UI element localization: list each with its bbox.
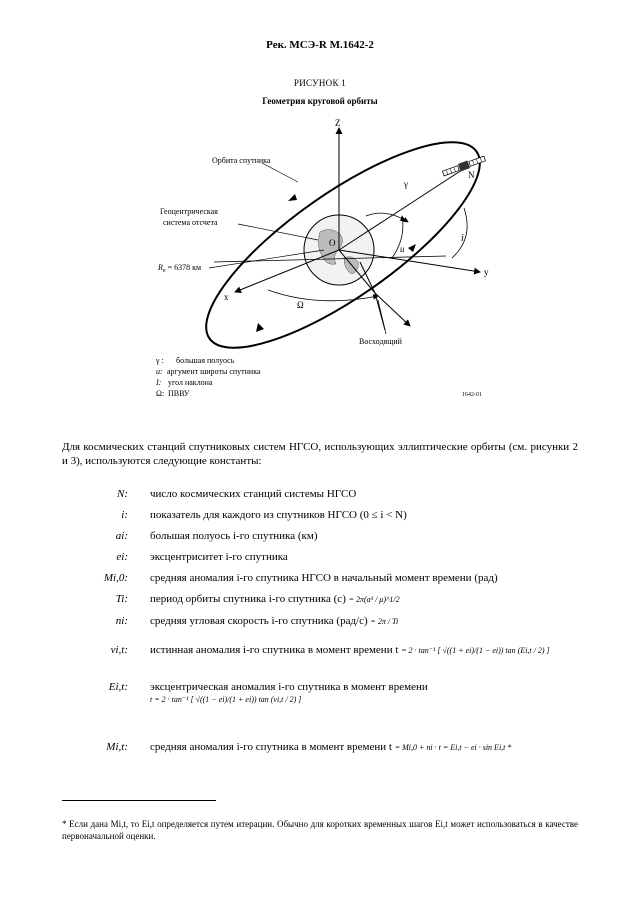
label-ascending: Восходящий bbox=[359, 337, 402, 346]
label-re bbox=[157, 263, 201, 274]
legend-sym: u: bbox=[156, 367, 163, 376]
label-orbit: Орбита спутника bbox=[212, 156, 271, 165]
footnote: * Если дана Mi,t, то Ei,t определяется путем итерации. Обычно для коротких временных шагов Ei,t может использоваться в качестве первоначальной оценки. bbox=[62, 819, 578, 841]
intro-paragraph: Для космических станций спутниковых систем НГСО, использующих эллиптические орбиты (см. рисунки 2 и 3), используются следующие константы: bbox=[62, 441, 578, 467]
legend-sym: Ω: bbox=[156, 389, 165, 398]
label-re-sub: e bbox=[162, 268, 166, 274]
label-o: O bbox=[329, 238, 336, 248]
figure-legend bbox=[155, 356, 261, 398]
label-y: y bbox=[484, 267, 489, 277]
label-re-value: = 6378 км bbox=[165, 263, 202, 272]
label-i: i bbox=[461, 233, 464, 244]
legend-text: угол наклона bbox=[168, 378, 213, 387]
legend-sym: I: bbox=[156, 378, 162, 387]
constant-symbol: Ti: bbox=[115, 593, 128, 605]
constant-definition: эксцентриситет i-го спутника bbox=[150, 551, 288, 563]
constant-formula: t = 2 · tan⁻¹ [ √((1 − ei)/(1 + ei)) tan (νi,t / 2) ] bbox=[150, 695, 302, 704]
figure-code: 1642-01 bbox=[462, 392, 482, 398]
constant-definition: число космических станций системы НГСО bbox=[150, 488, 357, 500]
satellite-vector bbox=[339, 168, 465, 250]
constant-formula: = 2 · tan⁻¹ [ √((1 + ei)/(1 − ei)) tan (Ei,t / 2) ] bbox=[401, 646, 550, 655]
page-header: Рек. МСЭ-R M.1642-2 bbox=[266, 39, 374, 51]
constant-symbol: Mi,0: bbox=[103, 572, 128, 584]
constant-definition: показатель для каждого из спутников НГСО (0 ≤ i < N) bbox=[150, 509, 407, 521]
constant-formula: = 2π / Ti bbox=[370, 617, 399, 626]
figure-number: РИСУНОК 1 bbox=[293, 78, 347, 88]
figure-title: Геометрия круговой орбиты bbox=[262, 96, 378, 106]
legend-text: аргумент широты спутника bbox=[167, 367, 261, 376]
constant-definition: средняя аномалия i-го спутника в момент времени t bbox=[150, 741, 392, 753]
label-z: Z bbox=[335, 118, 341, 128]
legend-text: большая полуось bbox=[176, 356, 235, 365]
constant-symbol: ei: bbox=[116, 551, 128, 563]
constant-symbol: N: bbox=[117, 488, 128, 500]
constant-symbol: i: bbox=[121, 509, 128, 521]
label-n: N bbox=[468, 170, 475, 180]
constant-formula: = 2π(a³ / μ)^1/2 bbox=[348, 595, 400, 604]
label-omega: Ω bbox=[297, 300, 304, 310]
constant-definition: средняя аномалия i-го спутника НГСО в начальный момент времени (рад) bbox=[150, 572, 498, 584]
label-geocentric-1: Геоцентрическая bbox=[160, 207, 218, 216]
legend-sym: γ : bbox=[156, 356, 164, 365]
constant-definition: большая полуось i-го спутника (км) bbox=[150, 530, 318, 542]
constant-symbol: Ei,t: bbox=[108, 681, 128, 693]
label-gamma: γ bbox=[404, 179, 408, 189]
label-geocentric-2: система отсчета bbox=[163, 218, 218, 227]
constant-definition: истинная аномалия i-го спутника в момент времени t bbox=[150, 644, 399, 656]
constant-symbol: ai: bbox=[115, 530, 128, 542]
constant-definition: период орбиты спутника i-го спутника (с) bbox=[150, 593, 346, 605]
footnote-separator bbox=[62, 800, 216, 801]
legend-text: ПВВУ bbox=[168, 389, 190, 398]
label-re-symbol: R bbox=[158, 263, 163, 272]
constant-definition: средняя угловая скорость i-го спутника (рад/с) bbox=[150, 615, 368, 627]
constant-formula: = Mi,0 + ni · t = Ei,t − ei · sin Ei,t * bbox=[394, 743, 512, 752]
constant-symbol: Mi,t: bbox=[106, 741, 128, 753]
label-x: x bbox=[224, 292, 229, 302]
constant-symbol: νi,t: bbox=[110, 644, 128, 656]
label-u: u bbox=[400, 244, 405, 254]
constant-symbol: ni: bbox=[115, 615, 128, 627]
orbit-diagram bbox=[0, 0, 640, 420]
constant-definition: эксцентрическая аномалия i-го спутника в момент времени bbox=[150, 681, 428, 693]
